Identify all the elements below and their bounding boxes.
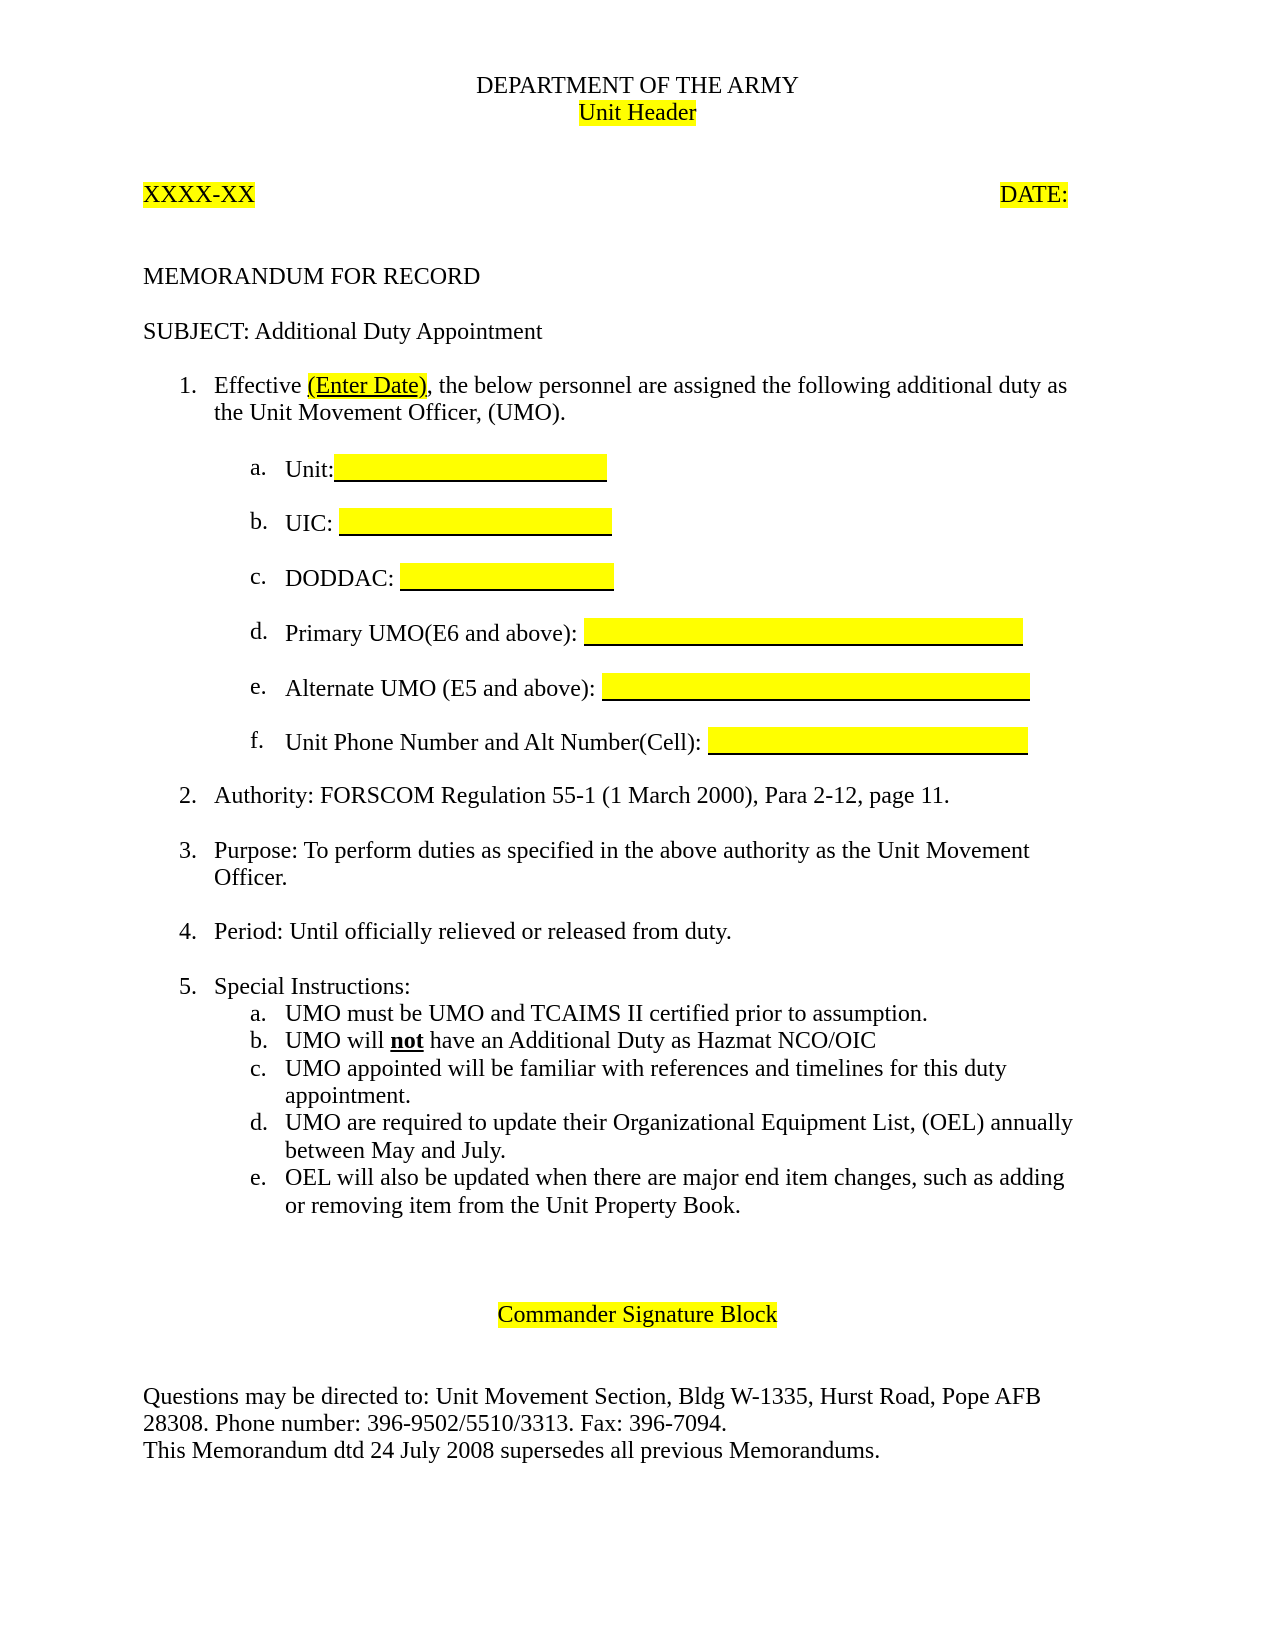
field-label: Unit: xyxy=(285,457,335,483)
alternate-umo-input[interactable] xyxy=(602,673,1030,701)
signature-block-text[interactable]: Commander Signature Block xyxy=(497,1302,778,1328)
doddac-field xyxy=(285,563,614,593)
unit-header[interactable] xyxy=(0,99,1275,127)
item-letter: a. xyxy=(250,1001,267,1027)
para-1-line2: the Unit Movement Officer, (UMO). xyxy=(214,400,566,426)
field-letter: f. xyxy=(250,728,264,754)
field-letter: c. xyxy=(250,564,267,590)
para-3-line2: Officer. xyxy=(214,865,288,891)
para-1-post: , the below personnel are assigned the following additional duty as xyxy=(426,373,1068,399)
phone-field xyxy=(285,727,1028,757)
instruction-e-line1: OEL will also be updated when there are major end item changes, such as adding xyxy=(285,1165,1065,1191)
memo-subject: SUBJECT: Additional Duty Appointment xyxy=(143,319,543,345)
field-letter: b. xyxy=(250,509,268,535)
instruction-a: UMO must be UMO and TCAIMS II certified prior to assumption. xyxy=(285,1001,928,1027)
uic-field xyxy=(285,508,612,538)
item-letter: d. xyxy=(250,1110,268,1136)
office-symbol-text[interactable]: XXXX-XX xyxy=(143,182,255,208)
field-letter: e. xyxy=(250,674,267,700)
primary-umo-input[interactable] xyxy=(584,618,1023,646)
instruction-d-line2: between May and July. xyxy=(285,1138,507,1164)
item-letter: e. xyxy=(250,1165,267,1191)
signature-block[interactable] xyxy=(0,1301,1275,1329)
doddac-input[interactable] xyxy=(400,563,614,591)
instruction-b-pre: UMO will xyxy=(285,1028,391,1054)
para-1-line1 xyxy=(214,372,1067,400)
memo-type: MEMORANDUM FOR RECORD xyxy=(143,264,481,290)
field-letter: a. xyxy=(250,455,267,481)
uic-input[interactable] xyxy=(339,508,612,536)
para-3-line1: Purpose: To perform duties as specified in the above authority as the Unit Movement xyxy=(214,838,1030,864)
para-number: 2. xyxy=(179,783,197,809)
field-label: DODDAC: xyxy=(285,566,401,592)
instruction-e-line2: or removing item from the Unit Property Book. xyxy=(285,1193,741,1219)
enter-date-placeholder[interactable]: (Enter Date) xyxy=(307,373,427,399)
instruction-b-post: have an Additional Duty as Hazmat NCO/OIC xyxy=(423,1028,877,1054)
alternate-umo-field xyxy=(285,673,1030,703)
item-letter: b. xyxy=(250,1028,268,1054)
unit-header-text[interactable]: Unit Header xyxy=(578,100,697,126)
field-label: Alternate UMO (E5 and above): xyxy=(285,676,602,702)
date-field[interactable] xyxy=(1000,181,1068,209)
instruction-c-line1: UMO appointed will be familiar with references and timelines for this duty xyxy=(285,1056,1007,1082)
department-title: DEPARTMENT OF THE ARMY xyxy=(476,73,799,99)
field-label: UIC: xyxy=(285,511,339,537)
footer-line-2: 28308. Phone number: 396-9502/5510/3313. Fax: 396-7094. xyxy=(143,1411,727,1437)
para-1-pre: Effective xyxy=(214,373,308,399)
field-label: Unit Phone Number and Alt Number(Cell): xyxy=(285,730,708,756)
footer-line-1: Questions may be directed to: Unit Movement Section, Bldg W-1335, Hurst Road, Pope AFB xyxy=(143,1384,1042,1410)
date-label[interactable]: DATE: xyxy=(1000,182,1068,208)
phone-input[interactable] xyxy=(708,727,1028,755)
para-4-text: Period: Until officially relieved or released from duty. xyxy=(214,919,732,945)
para-5-title: Special Instructions: xyxy=(214,974,411,1000)
office-symbol[interactable] xyxy=(143,181,255,209)
unit-input[interactable] xyxy=(334,454,607,482)
field-label: Primary UMO(E6 and above): xyxy=(285,621,584,647)
instruction-d-line1: UMO are required to update their Organizational Equipment List, (OEL) annually xyxy=(285,1110,1073,1136)
unit-field xyxy=(285,454,607,484)
instruction-c-line2: appointment. xyxy=(285,1083,411,1109)
para-number: 5. xyxy=(179,974,197,1000)
instruction-b xyxy=(285,1027,876,1055)
para-2-text: Authority: FORSCOM Regulation 55-1 (1 March 2000), Para 2-12, page 11. xyxy=(214,783,950,809)
field-letter: d. xyxy=(250,619,268,645)
instruction-b-emphasis: not xyxy=(390,1028,424,1054)
para-number: 3. xyxy=(179,838,197,864)
footer-line-3: This Memorandum dtd 24 July 2008 supersedes all previous Memorandums. xyxy=(143,1438,881,1464)
para-number: 4. xyxy=(179,919,197,945)
primary-umo-field xyxy=(285,618,1023,648)
item-letter: c. xyxy=(250,1056,267,1082)
para-number: 1. xyxy=(179,373,197,399)
